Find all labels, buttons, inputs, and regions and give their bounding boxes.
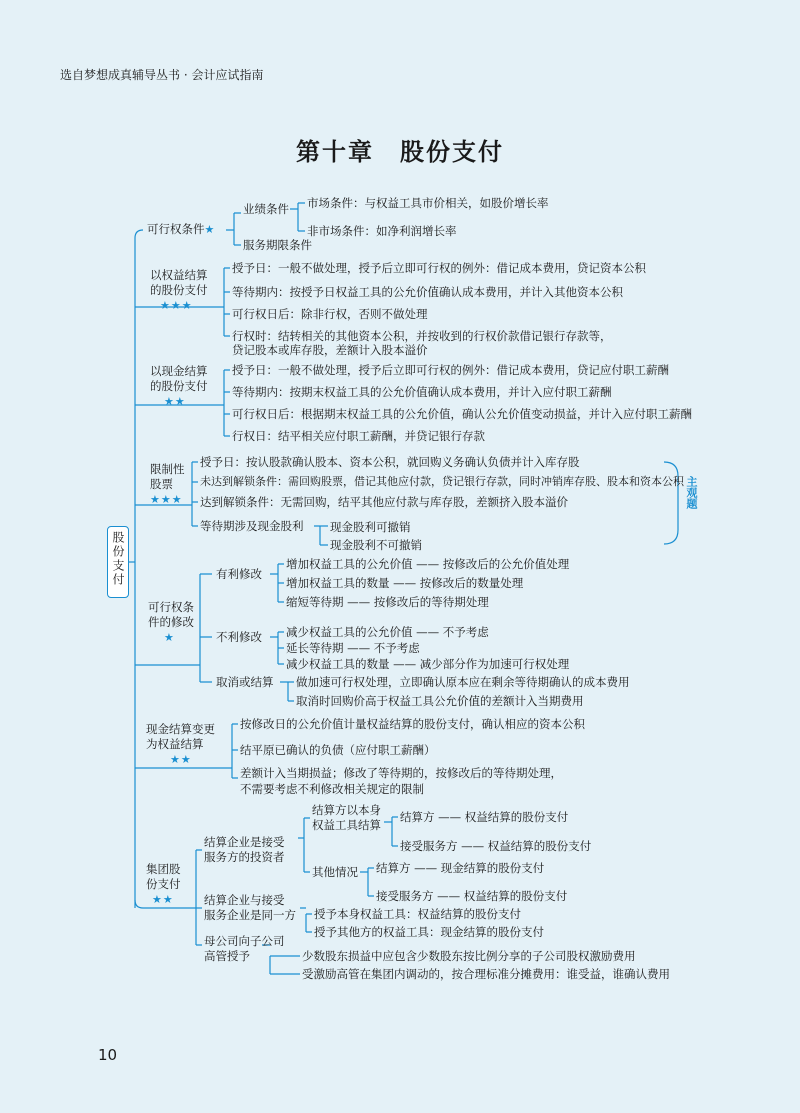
node-label-1: 结算企业与接受 [204, 893, 285, 907]
root-label: 股份支付 [111, 531, 125, 587]
cat-group [146, 862, 181, 907]
item-exercise-a: 行权时：结转相关的其他资本公积，并按收到的行权价款借记银行存款等， [232, 329, 612, 343]
item-grant-date: 授予日：一般不做处理，授予后立即可行权的例外：借记成本费用，贷记资本公积 [232, 261, 646, 275]
node-unfavorable: 不利修改 [216, 630, 262, 644]
cat-label-2: 份支付 [146, 877, 181, 891]
cat-label-1: 以现金结算 [150, 364, 208, 378]
page-number: 10 [98, 1046, 118, 1064]
item-other-1: 结算方 —— 现金结算的股份支付 [376, 861, 545, 875]
item-waiting: 等待期内：按授予日权益工具的公允价值确认成本费用，并计入其他资本公积 [232, 285, 623, 299]
subjective-question-label: 主观题 [685, 476, 698, 509]
cat-label-2: 的股份支付 [150, 283, 208, 297]
cat-label-1: 限制性 [150, 462, 185, 476]
item-dividend: 等待期涉及现金股利 [200, 519, 304, 533]
item-unfav-1: 减少权益工具的公允价值 —— 不予考虑 [286, 625, 489, 639]
node-same-party [204, 893, 296, 923]
cat-equity-settled [150, 268, 208, 313]
item-grant-date: 授予日：一般不做处理，授予后立即可行权的例外：借记成本费用，贷记应付职工薪酬 [232, 363, 669, 377]
item-unfav-2: 延长等待期 —— 不予考虑 [286, 641, 420, 655]
item-unlocked: 达到解锁条件：无需回购，结平其他应付款与库存股，差额挤入股本溢价 [200, 495, 568, 509]
cat-label-1: 集团股 [146, 862, 181, 876]
cat-label-1: 以权益结算 [150, 268, 208, 282]
item-exercise-b: 贷记股本或库存股，差额计入股本溢价 [232, 343, 428, 357]
node-label-2: 高管授予 [204, 949, 250, 963]
item-fav-2: 增加权益工具的数量 —— 按修改后的数量处理 [286, 576, 524, 590]
node-market: 市场条件：与权益工具市价相关，如股价增长率 [307, 196, 549, 210]
item-fav-3: 缩短等待期 —— 按修改后的等待期处理 [286, 595, 489, 609]
item-grant-date: 授予日：按认股款确认股本、资本公积，就回购义务确认负债并计入库存股 [200, 455, 580, 469]
running-header: 选自梦想成真辅导丛书 · 会计应试指南 [60, 68, 264, 82]
item-own-2: 接受服务方 —— 权益结算的股份支付 [400, 839, 592, 853]
item-exercise: 行权日：结平相关应付职工薪酬，并贷记银行存款 [232, 429, 485, 443]
node-parent-sub [204, 934, 285, 964]
node-other: 其他情况 [312, 865, 358, 879]
item-other-2: 接受服务方 —— 权益结算的股份支付 [376, 889, 568, 903]
cat-label-2: 为权益结算 [146, 737, 204, 751]
cat-cash-to-equity [146, 722, 215, 767]
item-unfav-3: 减少权益工具的数量 —— 减少部分作为加速可行权处理 [286, 657, 570, 671]
node-favorable: 有利修改 [216, 567, 262, 581]
item-cancel-2: 取消时回购价高于权益工具公允价值的差额计入当期费用 [296, 694, 584, 708]
root-node [107, 526, 129, 598]
chapter-title: 第十章 股份支付 [296, 138, 504, 166]
item-waiting: 等待期内：按期末权益工具的公允价值确认成本费用，并计入应付职工薪酬 [232, 385, 612, 399]
node-label-1: 结算企业是接受 [204, 835, 285, 849]
node-nonmarket: 非市场条件：如净利润增长率 [307, 224, 457, 238]
cat-vesting-conditions [147, 222, 215, 237]
cat-label-2: 的股份支付 [150, 379, 208, 393]
star-rating: ★ [204, 223, 216, 236]
cat-restricted-stock [150, 462, 185, 507]
cat-label-1: 可行权条 [148, 600, 194, 614]
item-fav-1: 增加权益工具的公允价值 —— 按修改后的公允价值处理 [286, 557, 570, 571]
cat-label-1: 现金结算变更 [146, 722, 215, 736]
item-remeasure: 按修改日的公允价值计量权益结算的股份支付，确认相应的资本公积 [240, 717, 585, 731]
node-label-2: 服务方的投资者 [204, 850, 285, 864]
node-investor [204, 835, 285, 865]
item-own-1: 结算方 —— 权益结算的股份支付 [400, 810, 569, 824]
item-parent-1: 少数股东损益中应包含少数股东按比例分享的子公司股权激励费用 [302, 949, 636, 963]
node-label-1: 结算方以本身 [312, 803, 381, 817]
item-same-2: 授予其他方的权益工具：现金结算的股份支付 [314, 925, 544, 939]
item-after-vesting: 可行权日后：根据期末权益工具的公允价值，确认公允价值变动损益，并计入应付职工薪酬 [232, 407, 692, 421]
cat-label-2: 件的修改 [148, 615, 194, 629]
star-rating: ★★★ [150, 493, 183, 506]
item-settle-liability: 结平原已确认的负债（应付职工薪酬） [240, 743, 436, 757]
star-rating: ★ [164, 631, 175, 644]
item-cancel-1: 做加速可行权处理，立即确认原本应在剩余等待期确认的成本费用 [296, 675, 630, 689]
item-parent-2: 受激励高管在集团内调动的，按合理标准分摊费用：谁受益，谁确认费用 [302, 967, 670, 981]
item-difference-a: 差额计入当期损益；修改了等待期的，按修改后的等待期处理， [240, 766, 562, 780]
node-own-equity [312, 803, 381, 833]
node-label-2: 服务企业是同一方 [204, 908, 296, 922]
node-service: 服务期限条件 [243, 238, 312, 252]
item-after-vesting: 可行权日后：除非行权，否则不做处理 [232, 307, 428, 321]
item-dividend-irrevocable: 现金股利不可撤销 [330, 538, 422, 552]
star-rating: ★★ [152, 893, 174, 906]
item-difference-b: 不需要考虑不利修改相关规定的限制 [240, 782, 424, 796]
cat-modification [148, 600, 194, 645]
cat-label-2: 股票 [150, 477, 173, 491]
node-cancel: 取消或结算 [216, 675, 274, 689]
node-performance: 业绩条件 [243, 202, 289, 216]
node-label-2: 权益工具结算 [312, 818, 381, 832]
item-same-1: 授予本身权益工具：权益结算的股份支付 [314, 907, 521, 921]
cat-cash-settled [150, 364, 208, 409]
item-not-unlocked: 未达到解锁条件：需回购股票，借记其他应付款，贷记银行存款，同时冲销库存股、股本和资本公积 [200, 475, 684, 488]
star-rating: ★★ [170, 753, 192, 766]
star-rating: ★★★ [160, 299, 193, 312]
item-dividend-revocable: 现金股利可撤销 [330, 520, 411, 534]
node-label-1: 母公司向子公司 [204, 934, 285, 948]
cat-label: 可行权条件 [147, 222, 205, 236]
star-rating: ★★ [164, 395, 186, 408]
